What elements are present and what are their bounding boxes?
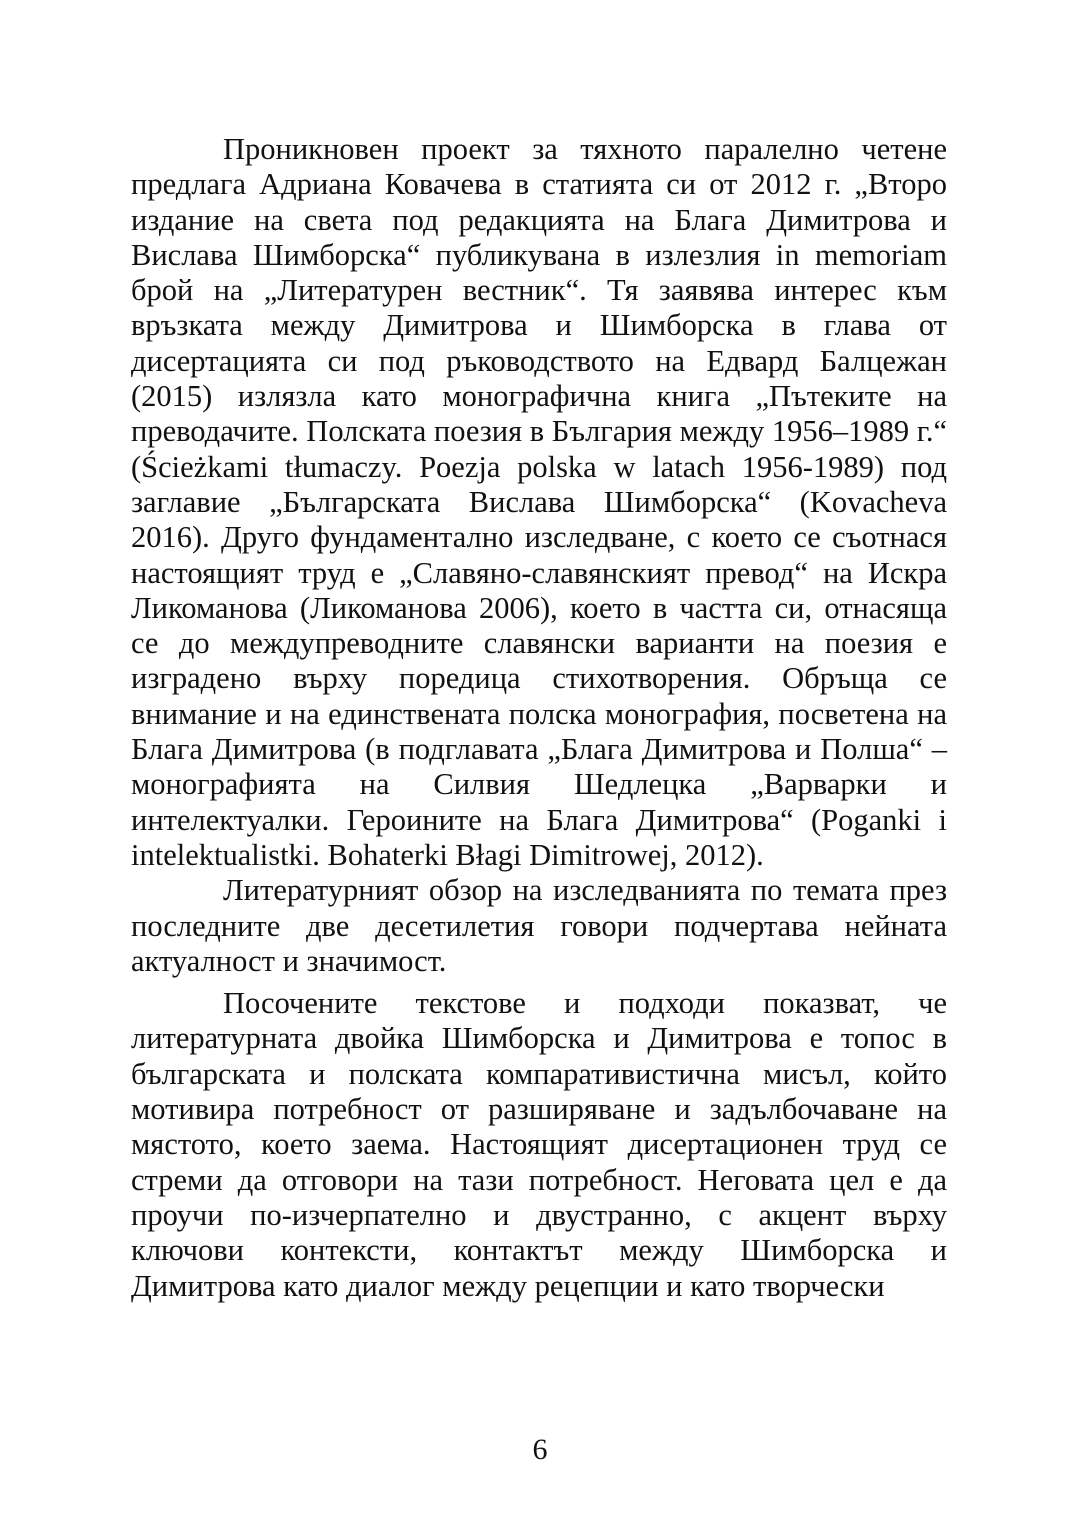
body-text [131, 132, 947, 1304]
paragraph-2: Литературният обзор на изследванията по темата през последните две десетилетия говори подчертава нейната актуалност и значимост. [131, 873, 947, 978]
page-number: 6 [532, 1433, 548, 1466]
paragraph-3: Посочените текстове и подходи показват, че литературната двойка Шимборска и Димитрова е топос в българската и полската компаративистична мисъл, който мотивира потребност от разширяване и задълбочаване на мястото, което заема. Настоящият дисертационен труд се стреми да отговори на тази потребност. Неговата цел е да проучи по-изчерпателно и двустранно, с акцент върху ключови контексти, контактът между Шимборска и Димитрова като диалог между рецепции и като творчески [131, 986, 947, 1303]
paragraph-1: Проникновен проект за тяхното паралелно четене предлага Адриана Ковачева в статията си от 2012 г. „Второ издание на света под редакцията на Блага Димитрова и Вислава Шимборска“ публикувана в излезлия in memoriam брой на „Литературен вестник“. Тя заявява интерес към връзката между Димитрова и Шимборска в глава от дисертацията си под ръководството на Едвард Балцежан (2015) излязла като монографична книга „Пътеките на преводачите. Полската поезия в България между 1956–1989 г.“ (Ścieżkami tłumaczy. Poezja polska w latach 1956-1989) под заглавие „Българската Вислава Шимборска“ (Kovacheva 2016). Друго фундаментално изследване, с което се съотнася настоящият труд е „Славяно-славянският превод“ на Искра Ликоманова (Ликоманова 2006), което в частта си, отнасяща се до междупреводните славянски варианти на поезия е изградено върху поредица стихотворения. Обръща се внимание и на единствената полска монография, посветена на Блага Димитрова (в подглавата „Блага Димитрова и Полша“ – монографията на Силвия Шедлецка „Варварки и интелектуалки. Героините на Блага Димитрова“ (Poganki i intelektualistki. Bohaterki Błagi Dimitrowej, 2012). [131, 132, 947, 872]
